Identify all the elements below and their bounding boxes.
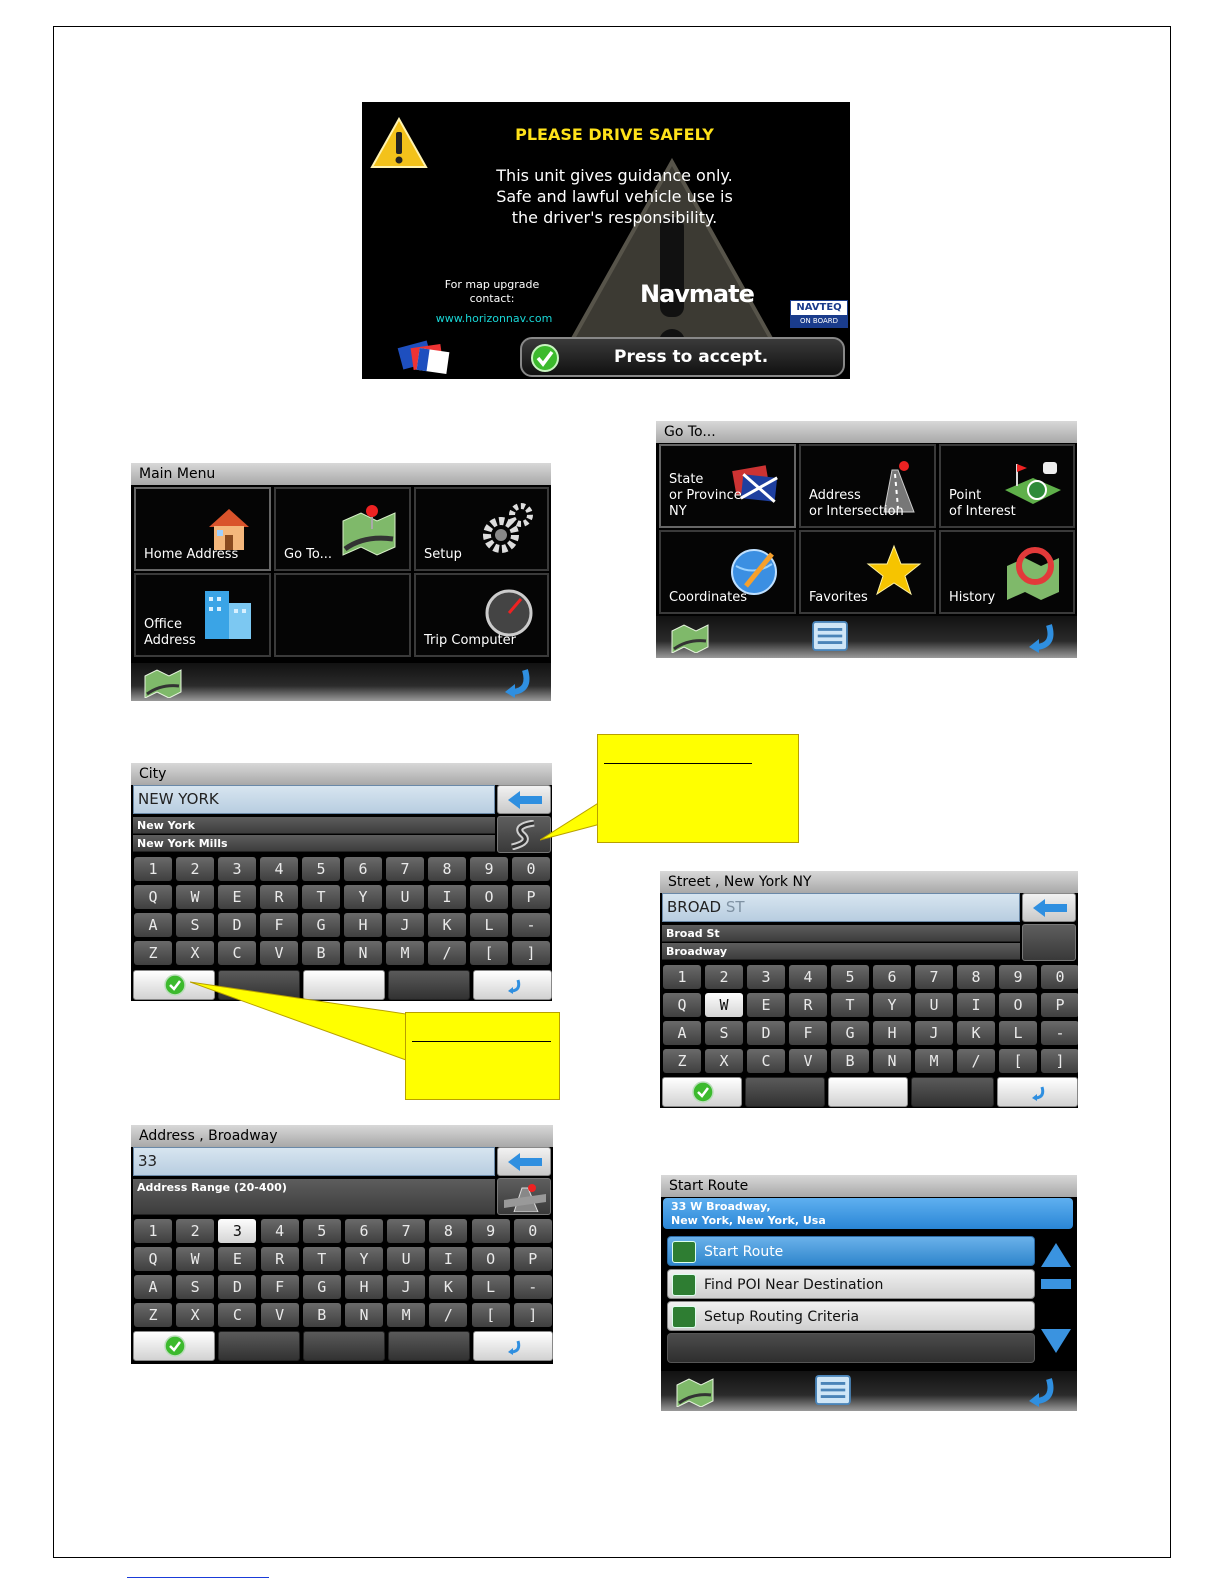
function-key-2[interactable]	[218, 1331, 300, 1361]
key-B[interactable]: B	[302, 941, 340, 965]
key-I[interactable]: I	[957, 993, 995, 1017]
tile-history[interactable]	[939, 530, 1075, 614]
upgrade-line-1: For map upgrade	[444, 278, 540, 291]
tile-office-address[interactable]	[134, 573, 271, 657]
key-6[interactable]: 6	[345, 1219, 383, 1243]
keyboard	[131, 857, 552, 967]
key-K[interactable]: K	[957, 1021, 995, 1045]
check-icon	[164, 974, 186, 996]
key-O[interactable]: O	[999, 993, 1037, 1017]
key-9[interactable]: 9	[470, 857, 508, 881]
key-K[interactable]: K	[428, 913, 466, 937]
key-H[interactable]: H	[344, 913, 382, 937]
street-suggestion-2[interactable]: Broadway	[662, 943, 1020, 960]
key-T[interactable]: T	[831, 993, 869, 1017]
key--[interactable]: -	[1041, 1021, 1078, 1045]
key-Y[interactable]: Y	[873, 993, 911, 1017]
navmate-logo: Navmate	[640, 280, 754, 308]
key-[[interactable]: [	[472, 1303, 510, 1327]
back-arrow-icon	[504, 1337, 524, 1357]
city-screen	[131, 763, 552, 1001]
key-Y[interactable]: Y	[345, 1247, 383, 1271]
key-Q[interactable]: Q	[663, 993, 701, 1017]
backspace-button[interactable]	[1022, 893, 1076, 922]
warning-title: PLEASE DRIVE SAFELY	[515, 125, 714, 144]
goto-screen	[656, 421, 1077, 658]
main-menu-title: Main Menu	[131, 463, 551, 485]
address-number-input[interactable]: 33	[133, 1147, 495, 1176]
ok-button[interactable]	[662, 1077, 742, 1107]
return-button[interactable]	[997, 1077, 1078, 1107]
address-title: Address , Broadway	[131, 1125, 553, 1147]
main-menu-screen	[131, 463, 551, 701]
tile-trip-computer[interactable]	[414, 573, 549, 657]
key-8[interactable]: 8	[428, 857, 466, 881]
key-3[interactable]: 3	[218, 857, 256, 881]
key-A[interactable]: A	[663, 1021, 701, 1045]
keyboard	[660, 965, 1078, 1075]
key-/[interactable]: /	[957, 1049, 995, 1073]
key-M[interactable]: M	[387, 1303, 425, 1327]
map-icon[interactable]	[675, 1375, 715, 1407]
key-4[interactable]: 4	[260, 857, 298, 881]
tile-setup[interactable]	[414, 487, 549, 571]
setup-routing-button[interactable]	[667, 1301, 1035, 1331]
accept-button[interactable]	[520, 337, 845, 377]
bottom-bar	[656, 616, 1077, 658]
key-W[interactable]: W	[176, 1247, 214, 1271]
key-A[interactable]: A	[134, 913, 172, 937]
tile-label: State or Province NY	[669, 472, 742, 519]
backspace-arrow-icon	[508, 791, 542, 809]
key-T[interactable]: T	[302, 885, 340, 909]
footer-link-underline	[127, 1577, 269, 1578]
key-7[interactable]: 7	[915, 965, 953, 989]
key-F[interactable]: F	[261, 1275, 299, 1299]
key-N[interactable]: N	[345, 1303, 383, 1327]
street-input-ghost: ST	[721, 898, 745, 916]
key-6[interactable]: 6	[344, 857, 382, 881]
callout-box-1	[597, 734, 799, 843]
key-7[interactable]: 7	[387, 1219, 425, 1243]
warning-line-1: This unit gives guidance only.	[496, 166, 733, 185]
key-Q[interactable]: Q	[134, 885, 172, 909]
key-F[interactable]: F	[789, 1021, 827, 1045]
function-key-2[interactable]	[745, 1077, 825, 1107]
warning-line-2: Safe and lawful vehicle use is	[496, 187, 733, 206]
key-J[interactable]: J	[915, 1021, 953, 1045]
start-route-screen	[661, 1175, 1077, 1411]
tile-label: Address or Intersection	[809, 488, 904, 519]
warning-line-3: the driver's responsibility.	[511, 208, 718, 227]
key-5[interactable]: 5	[303, 1219, 341, 1243]
scroll-down-icon[interactable]	[1039, 1327, 1073, 1355]
key-1[interactable]: 1	[663, 965, 701, 989]
star-icon	[864, 542, 924, 600]
key-5[interactable]: 5	[831, 965, 869, 989]
key-[[interactable]: [	[999, 1049, 1037, 1073]
key-[[interactable]: [	[470, 941, 508, 965]
tile-label: Go To...	[284, 547, 333, 562]
key-V[interactable]: V	[260, 941, 298, 965]
key-P[interactable]: P	[512, 885, 550, 909]
key-N[interactable]: N	[344, 941, 382, 965]
key-S[interactable]: S	[705, 1021, 743, 1045]
option-label: Start Route	[704, 1244, 784, 1260]
key-4[interactable]: 4	[261, 1219, 299, 1243]
key-U[interactable]: U	[387, 1247, 425, 1271]
road-s-icon	[506, 820, 544, 850]
tile-label: Point of Interest	[949, 488, 1016, 519]
tile-label: Setup	[424, 547, 462, 562]
warning-message	[442, 165, 787, 228]
key-Z[interactable]: Z	[663, 1049, 701, 1073]
callout-underline	[604, 763, 752, 764]
city-title: City	[131, 763, 552, 785]
key-C[interactable]: C	[218, 941, 256, 965]
street-screen	[660, 871, 1078, 1108]
tile-state-province[interactable]	[659, 444, 796, 528]
navteq-badge-top: NAVTEQ	[796, 302, 842, 313]
tile-empty	[274, 573, 411, 657]
function-key-4[interactable]	[388, 1331, 470, 1361]
list-icon[interactable]	[810, 620, 850, 652]
upgrade-line-2: contact:	[469, 292, 515, 305]
city-input[interactable]: NEW YORK	[133, 785, 495, 814]
key-G[interactable]: G	[303, 1275, 341, 1299]
key-0[interactable]: 0	[512, 857, 550, 881]
back-arrow-icon	[1028, 1083, 1048, 1103]
key-A[interactable]: A	[134, 1275, 172, 1299]
accept-button-label: Press to accept.	[614, 347, 769, 367]
fuel-icon	[672, 1274, 696, 1296]
key-E[interactable]: E	[218, 1247, 256, 1271]
tile-address-intersection[interactable]	[799, 444, 936, 528]
destination-line-2: New York, New York, Usa	[671, 1214, 826, 1227]
back-arrow-icon[interactable]	[1021, 621, 1061, 653]
key-W[interactable]: W	[705, 993, 743, 1017]
key-H[interactable]: H	[873, 1021, 911, 1045]
key-Z[interactable]: Z	[134, 941, 172, 965]
key-/[interactable]: /	[429, 1303, 467, 1327]
tile-label: Coordinates	[669, 590, 748, 605]
street-input-typed: BROAD	[667, 898, 722, 916]
key-3[interactable]: 3	[218, 1219, 256, 1243]
key-D[interactable]: D	[747, 1021, 785, 1045]
empty-option	[667, 1333, 1035, 1363]
key-H[interactable]: H	[345, 1275, 383, 1299]
check-icon	[530, 343, 560, 373]
key-I[interactable]: I	[428, 885, 466, 909]
key-I[interactable]: I	[429, 1247, 467, 1271]
key--[interactable]: -	[512, 913, 550, 937]
office-building-icon	[199, 585, 259, 643]
key-F[interactable]: F	[260, 913, 298, 937]
city-suggestion-1[interactable]: New York	[133, 817, 495, 834]
key-6[interactable]: 6	[873, 965, 911, 989]
destination-line-1: 33 W Broadway,	[671, 1200, 771, 1213]
address-screen	[131, 1125, 553, 1364]
start-route-title: Start Route	[661, 1175, 1077, 1197]
upgrade-url-link[interactable]: www.horizonnav.com	[435, 312, 553, 325]
key-M[interactable]: M	[386, 941, 424, 965]
key-Y[interactable]: Y	[344, 885, 382, 909]
return-button[interactable]	[473, 970, 552, 1000]
key-X[interactable]: X	[176, 941, 214, 965]
key-L[interactable]: L	[470, 913, 508, 937]
key-][interactable]: ]	[514, 1303, 552, 1327]
key-C[interactable]: C	[218, 1303, 256, 1327]
function-key-3[interactable]	[303, 1331, 385, 1361]
goto-title: Go To...	[656, 421, 1077, 443]
key-O[interactable]: O	[472, 1247, 510, 1271]
backspace-arrow-icon	[508, 1153, 542, 1171]
key-J[interactable]: J	[387, 1275, 425, 1299]
key-V[interactable]: V	[261, 1303, 299, 1327]
start-route-button[interactable]	[667, 1236, 1035, 1266]
road-intersection-icon	[504, 1182, 546, 1212]
scroll-thumb[interactable]	[1041, 1279, 1071, 1289]
map-icon[interactable]	[143, 666, 183, 698]
tile-favorites[interactable]	[799, 530, 936, 614]
keyboard	[131, 1219, 553, 1329]
key-L[interactable]: L	[472, 1275, 510, 1299]
list-icon[interactable]	[813, 1374, 853, 1406]
tile-point-of-interest[interactable]	[939, 444, 1075, 528]
key-8[interactable]: 8	[429, 1219, 467, 1243]
tile-go-to[interactable]	[274, 487, 411, 571]
key-P[interactable]: P	[514, 1247, 552, 1271]
key-9[interactable]: 9	[472, 1219, 510, 1243]
tile-label: Home Address	[144, 547, 239, 562]
return-button[interactable]	[473, 1331, 553, 1361]
find-poi-button[interactable]	[667, 1269, 1035, 1299]
key-M[interactable]: M	[915, 1049, 953, 1073]
destination-banner	[663, 1198, 1073, 1229]
key-S[interactable]: S	[176, 913, 214, 937]
bottom-bar	[661, 1371, 1077, 1411]
street-side-button[interactable]	[1022, 924, 1076, 961]
warning-screen	[362, 102, 850, 379]
key-U[interactable]: U	[386, 885, 424, 909]
ok-button[interactable]	[133, 1331, 215, 1361]
street-input[interactable]	[662, 893, 1020, 922]
language-flags-icon[interactable]	[396, 336, 452, 376]
navteq-badge-bottom: ON BOARD	[791, 315, 847, 327]
back-arrow-icon	[504, 976, 524, 996]
callout-pointer	[190, 978, 410, 1068]
key-X[interactable]: X	[176, 1303, 214, 1327]
warning-triangle-icon	[370, 117, 428, 169]
car-icon	[672, 1241, 696, 1263]
key-T[interactable]: T	[303, 1247, 341, 1271]
tile-label: Favorites	[809, 590, 868, 605]
key-Z[interactable]: Z	[134, 1303, 172, 1327]
check-icon	[164, 1335, 186, 1357]
key-X[interactable]: X	[705, 1049, 743, 1073]
street-suggestion-1[interactable]: Broad St	[662, 925, 1020, 942]
option-label: Setup Routing Criteria	[704, 1309, 860, 1325]
space-key[interactable]	[828, 1077, 908, 1107]
key-N[interactable]: N	[873, 1049, 911, 1073]
map-icon[interactable]	[670, 621, 710, 653]
key-/[interactable]: /	[428, 941, 466, 965]
key-K[interactable]: K	[429, 1275, 467, 1299]
tile-label: Office Address	[144, 617, 196, 648]
key-B[interactable]: B	[303, 1303, 341, 1327]
backspace-arrow-icon	[1033, 899, 1067, 917]
key-E[interactable]: E	[747, 993, 785, 1017]
back-arrow-icon[interactable]	[497, 666, 537, 698]
key-S[interactable]: S	[176, 1275, 214, 1299]
key-2[interactable]: 2	[176, 1219, 214, 1243]
key-Q[interactable]: Q	[134, 1247, 172, 1271]
key-8[interactable]: 8	[957, 965, 995, 989]
key-5[interactable]: 5	[302, 857, 340, 881]
key-O[interactable]: O	[470, 885, 508, 909]
key-G[interactable]: G	[302, 913, 340, 937]
key-W[interactable]: W	[176, 885, 214, 909]
key-G[interactable]: G	[831, 1021, 869, 1045]
gears-icon	[477, 499, 537, 557]
key-R[interactable]: R	[260, 885, 298, 909]
key-7[interactable]: 7	[386, 857, 424, 881]
key-][interactable]: ]	[1041, 1049, 1078, 1073]
key-D[interactable]: D	[218, 913, 256, 937]
backspace-button[interactable]	[497, 1147, 551, 1176]
check-icon	[692, 1081, 714, 1103]
key-2[interactable]: 2	[176, 857, 214, 881]
callout-box-2	[405, 1012, 560, 1100]
history-icon	[1003, 542, 1063, 600]
key-0[interactable]: 0	[1041, 965, 1078, 989]
map-pin-icon	[339, 499, 399, 557]
address-range: Address Range (20-400)	[133, 1179, 495, 1215]
key-L[interactable]: L	[999, 1021, 1037, 1045]
key-C[interactable]: C	[747, 1049, 785, 1073]
key-R[interactable]: R	[261, 1247, 299, 1271]
key-2[interactable]: 2	[705, 965, 743, 989]
upgrade-text	[422, 278, 562, 306]
key--[interactable]: -	[514, 1275, 552, 1299]
key-9[interactable]: 9	[999, 965, 1037, 989]
bottom-bar	[131, 663, 551, 701]
street-title: Street , New York NY	[660, 871, 1078, 893]
key-P[interactable]: P	[1041, 993, 1078, 1017]
tile-coordinates[interactable]	[659, 530, 796, 614]
scroll-up-icon[interactable]	[1039, 1241, 1073, 1269]
intersection-button[interactable]	[497, 1178, 551, 1215]
key-D[interactable]: D	[218, 1275, 256, 1299]
key-U[interactable]: U	[915, 993, 953, 1017]
key-1[interactable]: 1	[134, 1219, 172, 1243]
option-label: Find POI Near Destination	[704, 1277, 884, 1293]
key-][interactable]: ]	[512, 941, 550, 965]
key-4[interactable]: 4	[789, 965, 827, 989]
key-V[interactable]: V	[789, 1049, 827, 1073]
key-0[interactable]: 0	[514, 1219, 552, 1243]
function-key-4[interactable]	[911, 1077, 994, 1107]
key-B[interactable]: B	[831, 1049, 869, 1073]
callout-underline	[412, 1041, 551, 1042]
key-3[interactable]: 3	[747, 965, 785, 989]
key-E[interactable]: E	[218, 885, 256, 909]
tile-home-address[interactable]	[134, 487, 271, 571]
tile-label: History	[949, 590, 996, 605]
tile-label: Trip Computer	[424, 633, 516, 648]
gear-icon	[672, 1306, 696, 1328]
key-R[interactable]: R	[789, 993, 827, 1017]
back-arrow-icon[interactable]	[1021, 1375, 1061, 1407]
key-1[interactable]: 1	[134, 857, 172, 881]
navteq-badge	[790, 300, 848, 328]
city-suggestion-2[interactable]: New York Mills	[133, 835, 495, 852]
key-J[interactable]: J	[386, 913, 424, 937]
